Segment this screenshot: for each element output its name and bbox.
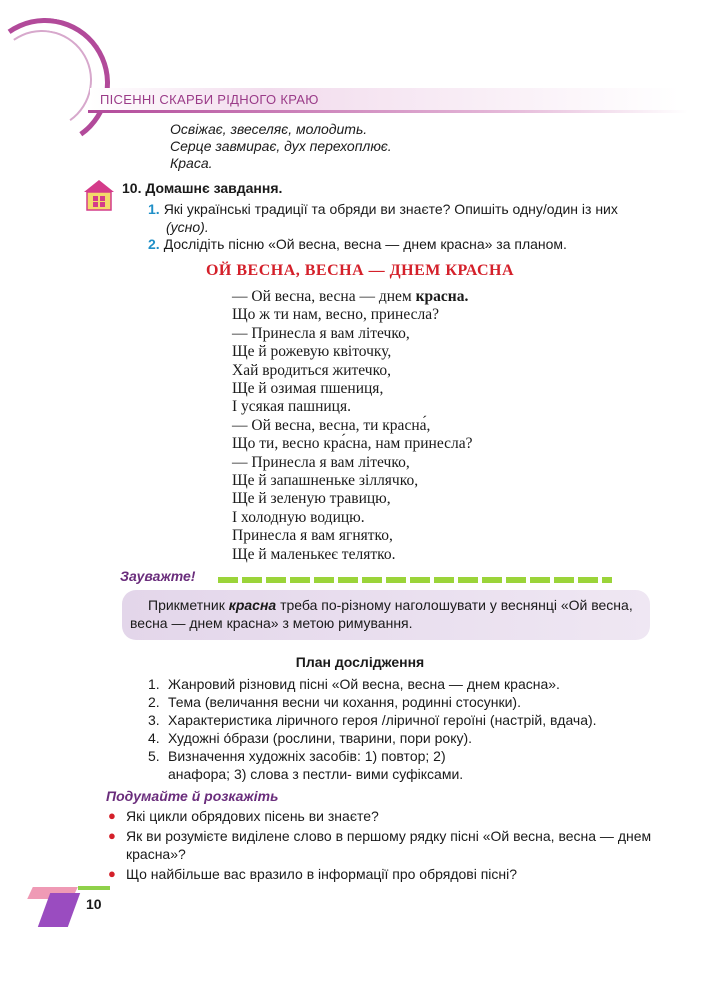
verse-line: Ще й рожевую квіточку, xyxy=(232,343,392,361)
plan-item-number: 1. xyxy=(148,676,160,692)
homework-item-number: 1. xyxy=(148,201,160,217)
song-title: ОЙ ВЕСНА, ВЕСНА — ДНЕМ КРАСНА xyxy=(205,262,515,279)
home-task-icon xyxy=(82,178,116,212)
verse-line: — Ой весна, весна, ти красна́, xyxy=(232,416,431,434)
plan-list xyxy=(148,675,597,783)
plan-item-text: Художні о́брази (рослини, тварини, пори року). xyxy=(168,730,473,746)
think-list xyxy=(108,807,668,885)
note-text xyxy=(130,596,635,632)
plan-item-number: 4. xyxy=(148,730,160,746)
plan-item xyxy=(148,693,597,711)
verse-line: Принесла я вам ягнятко, xyxy=(232,527,393,545)
verse-line: Ще й запашненьке зіллячко, xyxy=(232,472,419,490)
bullet-icon: ● xyxy=(108,828,116,843)
think-item xyxy=(108,865,668,883)
homework-item-number: 2. xyxy=(148,236,160,252)
verse-highlight-word: красна. xyxy=(415,288,469,305)
verse-line: Що ти, весно кра́сна, нам принесла? xyxy=(232,435,473,453)
think-item xyxy=(108,807,668,825)
plan-item-number: 5. xyxy=(148,748,160,764)
plan-item-text: Жанровий різновид пісні «Ой весна, весна — днем красна». xyxy=(168,676,560,692)
plan-item-text: Характеристика ліричного героя /ліричної героїні (настрій, вдача). xyxy=(168,712,597,728)
section-title: ПІСЕННІ СКАРБИ РІДНОГО КРАЮ xyxy=(100,92,319,107)
think-item xyxy=(108,827,668,863)
homework-item-text: Дослідіть пісню «Ой весна, весна — днем красна» за планом. xyxy=(163,236,567,252)
verse-line: — Принесла я вам літечко, xyxy=(232,324,410,342)
plan-item-text: Визначення художніх засобів: 1) повтор; 2) анафора; 3) слова з пестли- вими суфіксами. xyxy=(168,748,464,782)
homework-item xyxy=(148,200,618,218)
verse-line: І холодную водицю. xyxy=(232,508,365,526)
plan-item-number: 2. xyxy=(148,694,160,710)
note-divider-bar xyxy=(218,577,612,583)
plan-item xyxy=(148,729,597,747)
song-verse xyxy=(232,288,472,564)
note-highlight-word: красна xyxy=(228,597,277,613)
footer-decoration-green xyxy=(78,886,110,890)
verse-line xyxy=(232,288,472,306)
bullet-icon: ● xyxy=(108,808,116,823)
verse-line: Ще й маленькеє телятко. xyxy=(232,545,396,563)
verse-line: І усякая пашниця. xyxy=(232,398,351,416)
homework-title: 10. Домашнє завдання. xyxy=(122,180,283,196)
bullet-icon: ● xyxy=(108,866,116,881)
verse-line: Хай вродиться житечко, xyxy=(232,361,391,379)
quote-line: Освіжає, звеселяє, молодить. xyxy=(170,121,368,137)
verse-line: Ще й зеленую травицю, xyxy=(232,490,391,508)
verse-line: Ще й озимая пшениця, xyxy=(232,380,384,398)
homework-item xyxy=(148,235,567,253)
plan-item xyxy=(148,711,597,729)
plan-item xyxy=(148,675,597,693)
plan-item-text: Тема (величання весни чи кохання, родинні стосунки). xyxy=(168,694,521,710)
note-text-start: Прикметник xyxy=(148,597,229,613)
note-title: Зауважте! xyxy=(120,568,196,584)
think-item-text: Як ви розумієте виділене слово в першому рядку пісні «Ой весна, весна — днем красна»? xyxy=(126,828,652,862)
plan-item-number: 3. xyxy=(148,712,160,728)
header-underline xyxy=(88,110,688,113)
note-text-end: треба по-різному наголошувати у веснянці «Ой весна, весна — днем красна» з метою римування. xyxy=(130,597,633,631)
plan-title: План дослідження xyxy=(295,654,425,670)
verse-line-start: — Ой весна, весна — днем xyxy=(232,288,416,305)
plan-item xyxy=(148,747,597,783)
verse-line: — Принесла я вам літечко, xyxy=(232,453,410,471)
verse-line: Що ж ти нам, весно, принесла? xyxy=(232,306,439,324)
quote-line: Краса. xyxy=(170,155,213,171)
think-item-text: Що найбільше вас вразило в інформації про обрядові пісні? xyxy=(126,866,518,882)
homework-item-text: Які українські традиції та обряди ви знаєте? Опишіть одну/один із них xyxy=(163,201,618,217)
think-item-text: Які цикли обрядових пісень ви знаєте? xyxy=(126,808,379,824)
homework-item-text-cont: (усно). xyxy=(166,219,209,235)
page-number: 10 xyxy=(86,896,102,912)
quote-line: Серце завмирає, дух перехоплює. xyxy=(170,138,392,154)
think-title: Подумайте й розкажіть xyxy=(106,788,279,804)
